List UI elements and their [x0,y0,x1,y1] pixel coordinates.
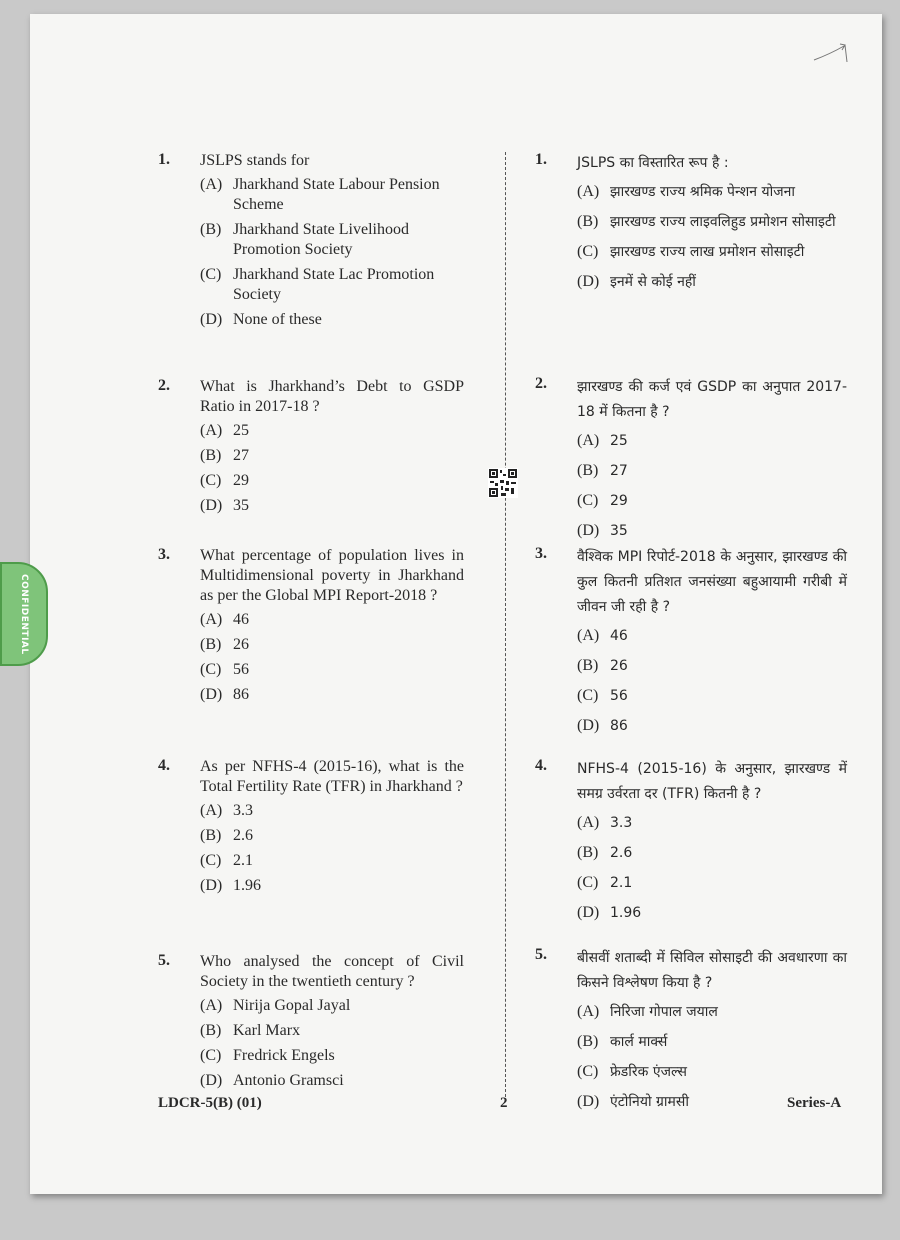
option-letter: (C) [200,1047,222,1064]
option-text: 26 [233,636,249,653]
options-list [577,811,847,925]
option-letter: (C) [577,492,599,509]
option-text: इनमें से कोई नहीं [610,274,696,290]
option-letter: (D) [200,877,223,894]
option-a [577,811,847,835]
option-c [200,660,464,680]
question-text: Who analysed the concept of Civil Society in the twentieth century ? [200,953,464,990]
question-text: JSLPS stands for [200,152,310,169]
options-list [577,624,847,738]
options-list [200,175,464,330]
option-b [200,220,464,260]
question-number: 1. [535,151,547,168]
option-text: 46 [610,628,628,644]
option-letter: (B) [200,447,222,464]
question-2-en [158,377,464,521]
option-c [577,1060,847,1084]
question-5-en [158,952,464,1096]
question-3-en [158,546,464,710]
option-a [200,421,464,441]
question-text: NFHS-4 (2015-16) के अनुसार, झारखण्ड में समग्र उर्वरता दर (TFR) कितनी है ? [577,761,847,802]
option-text: Fredrick Engels [233,1047,335,1064]
option-d [200,685,464,705]
option-text: कार्ल मार्क्स [610,1034,668,1050]
option-text: झारखण्ड राज्य श्रमिक पेन्शन योजना [610,184,795,200]
option-d [200,876,464,896]
question-text: What is Jharkhand’s Debt to GSDP Ratio in 2017-18 ? [200,378,464,415]
option-letter: (A) [577,432,600,449]
question-number: 5. [158,952,170,969]
option-letter: (D) [577,717,600,734]
question-1-en [158,151,464,335]
options-list [200,801,464,896]
option-text: Antonio Gramsci [233,1072,344,1089]
question-number: 3. [158,546,170,563]
question-number: 1. [158,151,170,168]
option-c [200,851,464,871]
option-c [577,240,847,264]
option-d [577,270,847,294]
option-text: 56 [610,688,628,704]
option-c [200,471,464,491]
option-letter: (A) [577,627,600,644]
option-letter: (C) [200,852,222,869]
option-letter: (B) [200,636,222,653]
option-a [200,996,464,1016]
option-text: 1.96 [610,905,642,921]
option-letter: (A) [577,814,600,831]
option-text: 2.6 [233,827,253,844]
option-text: 46 [233,611,249,628]
option-letter: (A) [577,183,600,200]
page-number: 2 [500,1095,508,1111]
option-letter: (C) [577,874,599,891]
option-text: 26 [610,658,628,674]
option-b [200,635,464,655]
series-label: Series-A [787,1095,842,1111]
option-text: 35 [233,497,249,514]
question-number: 4. [158,757,170,774]
option-text: 86 [233,686,249,703]
option-text: Jharkhand State Livelihood Promotion Society [233,221,409,258]
option-a [200,610,464,630]
option-letter: (A) [200,422,223,439]
question-paper-page [30,14,882,1194]
option-b [200,446,464,466]
question-4-hi [535,757,847,931]
option-a [577,624,847,648]
option-text: 27 [610,463,628,479]
option-letter: (D) [200,686,223,703]
option-text: 56 [233,661,249,678]
options-list [200,610,464,705]
question-text: What percentage of population lives in Multidimensional poverty in Jharkhand as per the Global MPI Report-2018 ? [200,547,464,604]
option-text: 2.1 [233,852,253,869]
question-number: 4. [535,757,547,774]
option-b [577,459,847,483]
option-text: None of these [233,311,322,328]
option-d [577,519,847,543]
option-b [200,1021,464,1041]
option-c [200,265,464,305]
option-letter: (B) [200,827,222,844]
option-text: झारखण्ड राज्य लाइवलिहुड प्रमोशन सोसाइटी [610,214,836,230]
option-text: झारखण्ड राज्य लाख प्रमोशन सोसाइटी [610,244,805,260]
paper-code: LDCR-5(B) (01) [158,1095,262,1111]
question-number: 2. [158,377,170,394]
question-number: 3. [535,545,547,562]
option-c [200,1046,464,1066]
question-text: झारखण्ड की कर्ज एवं GSDP का अनुपात 2017-18 में कितना है ? [577,379,847,420]
option-a [577,1000,847,1024]
option-text: Nirija Gopal Jayal [233,997,351,1014]
question-1-hi [535,151,847,300]
option-letter: (B) [577,462,599,479]
option-letter: (B) [577,844,599,861]
option-letter: (B) [200,221,222,238]
option-letter: (B) [577,657,599,674]
option-letter: (A) [200,802,223,819]
option-b [577,1030,847,1054]
options-list [200,421,464,516]
option-letter: (B) [200,1022,222,1039]
question-4-en [158,757,464,901]
options-list [200,996,464,1091]
option-letter: (D) [577,904,600,921]
question-5-hi [535,946,847,1120]
option-text: 3.3 [233,802,253,819]
option-letter: (D) [577,1093,600,1110]
option-letter: (A) [200,611,223,628]
option-letter: (C) [577,1063,599,1080]
option-d [200,496,464,516]
question-text: वैश्विक MPI रिपोर्ट-2018 के अनुसार, झारखण्ड की कुल कितनी प्रतिशत जनसंख्या बहुआयामी गरीबी में जीवन जी रही है ? [577,549,847,615]
option-a [200,801,464,821]
option-text: 25 [233,422,249,439]
option-d [200,1071,464,1091]
option-letter: (D) [200,497,223,514]
option-c [577,684,847,708]
option-text: 1.96 [233,877,261,894]
option-d [200,310,464,330]
option-letter: (D) [200,1072,223,1089]
confidential-stamp [0,562,48,666]
option-text: Jharkhand State Labour Pension Scheme [233,176,440,213]
stamp-text: CONFIDENTIAL [19,573,29,655]
option-a [200,175,464,215]
option-letter: (C) [200,472,222,489]
question-text: As per NFHS-4 (2015-16), what is the Total Fertility Rate (TFR) in Jharkhand ? [200,758,464,795]
question-2-hi [535,375,847,549]
option-b [577,210,847,234]
option-letter: (B) [577,213,599,230]
option-text: 86 [610,718,628,734]
option-letter: (A) [200,997,223,1014]
option-text: 29 [233,472,249,489]
question-text: बीसवीं शताब्दी में सिविल सोसाइटी की अवधारणा का किसने विश्लेषण किया है ? [577,950,847,991]
qr-code-icon [488,468,518,498]
option-d [577,901,847,925]
option-letter: (C) [577,243,599,260]
option-letter: (D) [577,522,600,539]
options-list [577,429,847,543]
option-a [577,180,847,204]
handwritten-page-mark [812,40,852,66]
option-letter: (C) [200,661,222,678]
option-b [577,841,847,865]
option-b [577,654,847,678]
option-text: 2.1 [610,875,633,891]
question-3-hi [535,545,847,744]
question-number: 2. [535,375,547,392]
option-a [577,429,847,453]
option-b [200,826,464,846]
option-text: 25 [610,433,628,449]
option-d [577,714,847,738]
column-divider [505,152,506,1097]
option-text: फ्रेडरिक एंजल्स [610,1064,687,1080]
option-text: एंटोनियो ग्रामसी [610,1094,689,1110]
option-text: Jharkhand State Lac Promotion Society [233,266,435,303]
option-letter: (C) [577,687,599,704]
option-letter: (B) [577,1033,599,1050]
option-text: 27 [233,447,249,464]
option-text: Karl Marx [233,1022,301,1039]
option-text: 29 [610,493,628,509]
option-text: निरिजा गोपाल जयाल [610,1004,718,1020]
option-letter: (D) [577,273,600,290]
option-text: 3.3 [610,815,633,831]
option-c [577,489,847,513]
question-text: JSLPS का विस्तारित रूप है : [577,155,729,171]
option-letter: (C) [200,266,222,283]
options-list [577,180,847,294]
option-text: 35 [610,523,628,539]
option-letter: (D) [200,311,223,328]
option-text: 2.6 [610,845,633,861]
option-letter: (A) [200,176,223,193]
option-letter: (A) [577,1003,600,1020]
option-c [577,871,847,895]
question-number: 5. [535,946,547,963]
